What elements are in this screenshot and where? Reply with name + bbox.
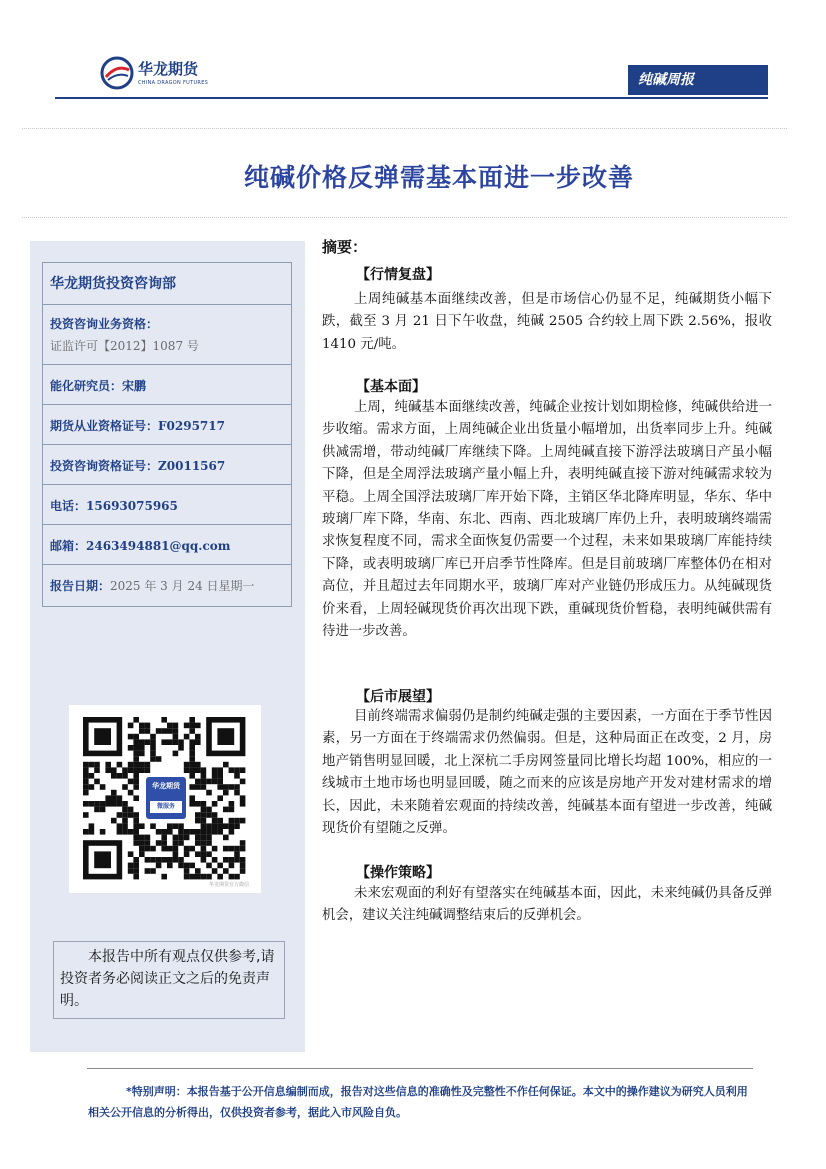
section-title-outlook: 【后市展望】: [356, 689, 440, 705]
summary-heading: 摘要：: [322, 238, 368, 256]
dept-row: [43, 263, 291, 305]
logo-subtext: CHINA DRAGON FUTURES: [138, 80, 209, 86]
report-title: 纯碱价格反弹需基本面进一步改善: [244, 163, 635, 192]
disclaimer-box: 本报告中所有观点仅供参考,请投资者务必阅读正文之后的免责声明。: [53, 941, 285, 1019]
section-title-market-review: 【行情复盘】: [356, 267, 440, 283]
paragraph-market-review: 上周纯碱基本面继续改善，但是市场信心仍显不足，纯碱期货小幅下跌，截至 3 月 21 日下午收盘，纯碱 2505 合约较上周下跌 2.56%，报收 1410 元/吨。: [322, 292, 772, 352]
analyst-row: [43, 365, 291, 405]
dragon-logo-icon: [100, 56, 134, 90]
qual-row: [43, 305, 291, 365]
futures-cert-label: 期货从业资格证号：: [50, 419, 159, 433]
email-row: [43, 525, 291, 565]
qual-value: 证监许可【2012】1087 号: [50, 339, 199, 353]
qr-logo-text: 华龙期货: [152, 782, 180, 790]
company-logo: [100, 56, 230, 92]
paragraph-outlook: 目前终端需求偏弱仍是制约纯碱走强的主要因素，一方面在于季节性因素，另一方面在于终端需求仍然偏弱。但是，这种局面正在改变，2 月，房地产销售明显回暖，北上深杭二手房网签量同比增长均超 100%，相应的一线城市土地市场也明显回暖，随之而来的应该是房地产开发对建材需求的增长，因此，未来随着宏观面的持续改善，纯碱基本面有望进一步改善，纯碱现货价有望随之反弹。: [322, 709, 772, 837]
section-title-fundamentals: 【基本面】: [356, 379, 426, 395]
phone-value: 15693075965: [86, 499, 178, 513]
analyst-info-table: [42, 262, 292, 607]
qr-center-logo: [146, 777, 186, 819]
email-label: 邮箱：: [50, 539, 87, 553]
qual-label: 投资咨询业务资格：: [50, 317, 159, 331]
footer-notice: *特别声明：本报告基于公开信息编制而成，报告对这些信息的准确性及完整性不作任何保证。本文中的操作建议为研究人员利用相关公开信息的分析得出，仅供投资者参考，据此入市风险自负。: [88, 1085, 748, 1119]
consult-cert-row: [43, 445, 291, 485]
header-divider: [55, 97, 768, 99]
date-row: [43, 565, 291, 605]
qr-code-card[interactable]: [69, 705, 261, 893]
paragraph-fundamentals: 上周，纯碱基本面继续改善，纯碱企业按计划如期检修，纯碱供给进一步收缩。需求方面，上周纯碱企业出货量小幅增加，出货率同步上升。纯碱供减需增，带动纯碱厂库继续下降。上周纯碱直接下游浮法玻璃日产虽小幅下降，但是全周浮法玻璃产量小幅上升，表明纯碱直接下游对纯碱需求较为平稳。上周全国浮法玻璃厂库开始下降，主销区华北降库明显，华东、华中玻璃厂库下降，华南、东北、西南、西北玻璃厂库仍上升，表明玻璃终端需求恢复程度不同，需求全面恢复仍需要一个过程，未来如果玻璃厂库能持续下降，或表明玻璃厂库已开启季节性降库。但是目前玻璃厂库整体仍在相对高位，并且超过去年同期水平，玻璃厂库对产业链仍形成压力。从纯碱现货价来看，上周轻碱现货价再次出现下跌，重碱现货价暂稳，表明纯碱供需有待进一步改善。: [322, 400, 772, 640]
footer-divider: [87, 1068, 753, 1069]
consult-cert-label: 投资咨询资格证号：: [50, 459, 159, 473]
consult-cert-value: Z0011567: [158, 459, 226, 473]
logo-text: 华龙期货: [138, 60, 199, 78]
analyst-name: 宋鹏: [122, 379, 147, 393]
dept-name: 华龙期货投资咨询部: [50, 276, 176, 292]
paragraph-strategy: 未来宏观面的利好有望落实在纯碱基本面，因此，未来纯碱仍具备反弹机会，建议关注纯碱调整结束后的反弹机会。: [322, 886, 772, 924]
phone-row: [43, 485, 291, 525]
qr-caption: 华龙期货官方微信: [209, 882, 250, 888]
futures-cert-row: [43, 405, 291, 445]
analyst-label: 能化研究员：: [50, 379, 123, 393]
futures-cert-value: F0295717: [158, 419, 225, 433]
phone-label: 电话：: [50, 499, 87, 513]
report-type-tab: 纯碱周报: [628, 65, 768, 95]
email-value[interactable]: 2463494881@qq.com: [86, 539, 231, 553]
section-title-strategy: 【操作策略】: [356, 865, 440, 881]
date-value: 2025 年 3 月 24 日星期一: [110, 579, 255, 593]
date-label: 报告日期：: [50, 579, 111, 593]
qr-sub-text: 微服务: [150, 801, 182, 813]
